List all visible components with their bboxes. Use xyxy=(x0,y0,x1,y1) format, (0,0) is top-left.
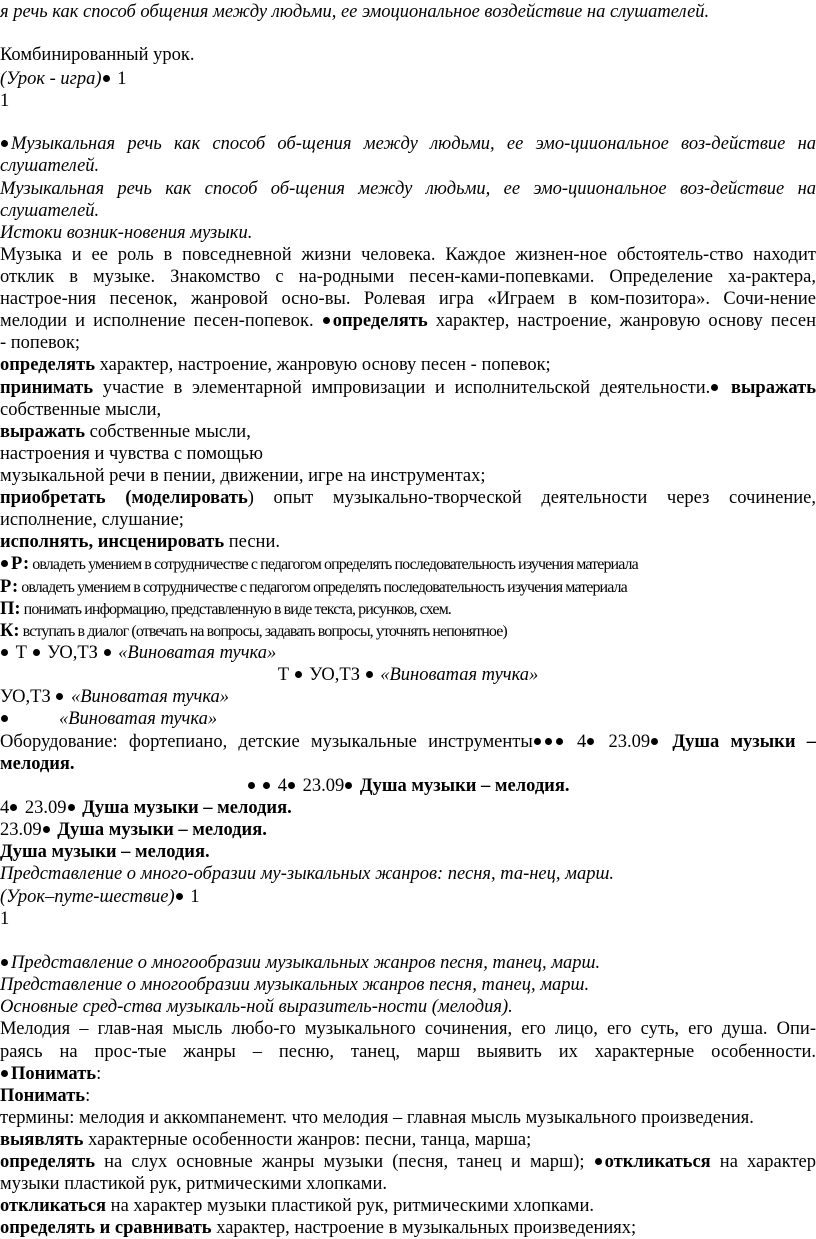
text-line: музыки пластикой рук, ритмическими хлопками. xyxy=(0,1174,388,1194)
bullet-icon xyxy=(345,782,352,789)
bullet-icon xyxy=(1,649,8,656)
text-line: определять на слух основные жанры музыки (песня, танец и марш); откликаться на характер xyxy=(0,1152,816,1172)
text-line: УО,ТЗ «Виноватая тучка» xyxy=(0,687,230,707)
text-line: 1 xyxy=(0,909,10,929)
text-line: я речь как способ общения между людьми, ее эмоциональное воздействие на слушателей. xyxy=(0,2,710,22)
text-line: Основные сред-ства музыкаль-ной выразитель-ности (мелодия). xyxy=(0,997,513,1017)
text-line: исполнять, инсценировать песни. xyxy=(0,532,280,552)
bullet-icon xyxy=(176,893,183,900)
text-line: Р: овладеть умением в сотрудничестве с педагогом определять последовательность изучения материала xyxy=(0,577,627,597)
bullet-icon xyxy=(33,649,40,656)
text-line: термины: мелодия и аккомпанемент. что мелодия – главная мысль музыкального произведения. xyxy=(0,1108,754,1128)
bullet-icon xyxy=(1,715,8,722)
text-line: 4 23.09 Душа музыки – мелодия. xyxy=(0,798,292,818)
text-line: Р: овладеть умением в сотрудничестве с педагогом определять последовательность изучения материала xyxy=(0,553,816,576)
text-line: Т УО,ТЗ «Виноватая тучка» xyxy=(0,642,816,664)
bullet-icon xyxy=(1,959,8,966)
text-line: мелодия. xyxy=(0,754,75,774)
text-line: Представление о многообразии музыкальных жанров песня, танец, марш. xyxy=(0,975,590,995)
bullet-icon xyxy=(711,384,718,391)
bullet-icon xyxy=(56,693,63,700)
text-line: выражать собственные мысли, xyxy=(0,422,251,442)
bullet-icon xyxy=(323,317,330,324)
text-line: Душа музыки – мелодия. xyxy=(0,842,210,862)
text-line: (Урок - игра) 1 xyxy=(0,69,127,89)
text-line: слушателей. xyxy=(0,201,100,221)
text-line: определять и сравнивать характер, настроение в музыкальных произведениях; xyxy=(0,1218,637,1238)
text-line: отклик в музыке. Знакомство с на-родными песен-ками-попевками. Определение ха-рактера, xyxy=(0,267,816,287)
text-line: настрое-ния песенок, жанровой осно-вы. Ролевая игра «Играем в ком-позитора». Сочи-нение xyxy=(0,289,816,309)
bullet-icon xyxy=(288,782,295,789)
text-line: П: понимать информацию, представленную в виде текста, рисунков, схем. xyxy=(0,599,451,619)
text-line: Понимать: xyxy=(0,1086,91,1106)
text-line: Мелодия – глав-ная мысль любо-го музыкального сочинения, его лицо, его суть, его душа. Опи- xyxy=(0,1019,816,1039)
text-line: Т УО,ТЗ «Виноватая тучка» xyxy=(277,665,539,685)
text-line: 1 xyxy=(0,91,10,111)
bullet-icon xyxy=(104,649,111,656)
text-line: слушателей. xyxy=(0,156,100,176)
bullet-icon xyxy=(587,738,594,745)
text-line: выявлять характерные особенности жанров: песни, танца, марша; xyxy=(0,1130,532,1150)
text-line: 23.09 Душа музыки – мелодия. xyxy=(0,820,267,840)
text-line: Представление о многообразии музыкальных жанров песня, танец, марш. xyxy=(0,952,816,974)
bullet-icon xyxy=(366,671,373,678)
text-line: «Виноватая тучка» xyxy=(0,708,816,730)
bullet-icon xyxy=(68,804,75,811)
bullet-icon xyxy=(248,782,255,789)
text-line: раясь на прос-тые жанры – песню, танец, марш выявить их характерные особенности. xyxy=(0,1042,816,1062)
text-line: мелодии и исполнение песен-попевок. определять характер, настроение, жанровую основу песен xyxy=(0,311,816,331)
text-line: откликаться на характер музыки пластикой рук, ритмическими хлопками. xyxy=(0,1196,595,1216)
bullet-icon xyxy=(651,738,658,745)
bullet-icon xyxy=(595,1158,602,1165)
text-line: Понимать: xyxy=(0,1063,816,1085)
bullet-icon xyxy=(43,826,50,833)
text-line: исполнение, слушание; xyxy=(0,510,184,530)
bullet-icon xyxy=(1,1070,8,1077)
bullet-icon xyxy=(545,738,552,745)
text-line: определять характер, настроение, жанровую основу песен - попевок; xyxy=(0,355,551,375)
bullet-icon xyxy=(534,738,541,745)
text-line: Оборудование: фортепиано, детские музыкальные инструменты 4 23.09 Душа музыки – xyxy=(0,732,816,752)
text-line: (Урок–путе-шествие) 1 xyxy=(0,887,200,907)
bullet-icon xyxy=(556,738,563,745)
lesson-type: Комбинированный урок. xyxy=(0,45,195,65)
bullet-icon xyxy=(295,671,302,678)
text-line: Музыкальная речь как способ об-щения между людьми, ее эмо-цииональное воз-действие на xyxy=(0,179,816,199)
bullet-icon xyxy=(10,804,17,811)
text-line: принимать участие в элементарной импровизации и исполнительской деятельности. выражать xyxy=(0,378,816,398)
text-line: приобретать (моделировать) опыт музыкально-творческой деятельности через сочинение, xyxy=(0,488,816,508)
bullet-icon xyxy=(263,782,270,789)
text-line: Музыкальная речь как способ об-щения между людьми, ее эмо-цииональное воз-действие на xyxy=(0,133,816,155)
text-line: 4 23.09 Душа музыки – мелодия. xyxy=(0,775,816,797)
text-line: - попевок; xyxy=(0,333,81,353)
text-line: К: вступать в диалог (отвечать на вопросы, задавать вопросы, уточнять непонятное) xyxy=(0,621,507,641)
bullet-icon xyxy=(1,560,8,567)
text-line: Представление о много-образии му-зыкальных жанров: песня, та-нец, марш. xyxy=(0,864,615,884)
bullet-icon xyxy=(1,140,8,147)
text-line: собственные мысли, xyxy=(0,400,162,420)
text-line: Истоки возник-новения музыки. xyxy=(0,223,253,243)
text-line: музыкальной речи в пении, движении, игре на инструментах; xyxy=(0,466,486,486)
bullet-icon xyxy=(103,75,110,82)
text-line: Музыка и ее роль в повседневной жизни человека. Каждое жизнен-ное обстоятель-ство находит xyxy=(0,245,816,265)
text-line: настроения и чувства с помощью xyxy=(0,444,263,464)
